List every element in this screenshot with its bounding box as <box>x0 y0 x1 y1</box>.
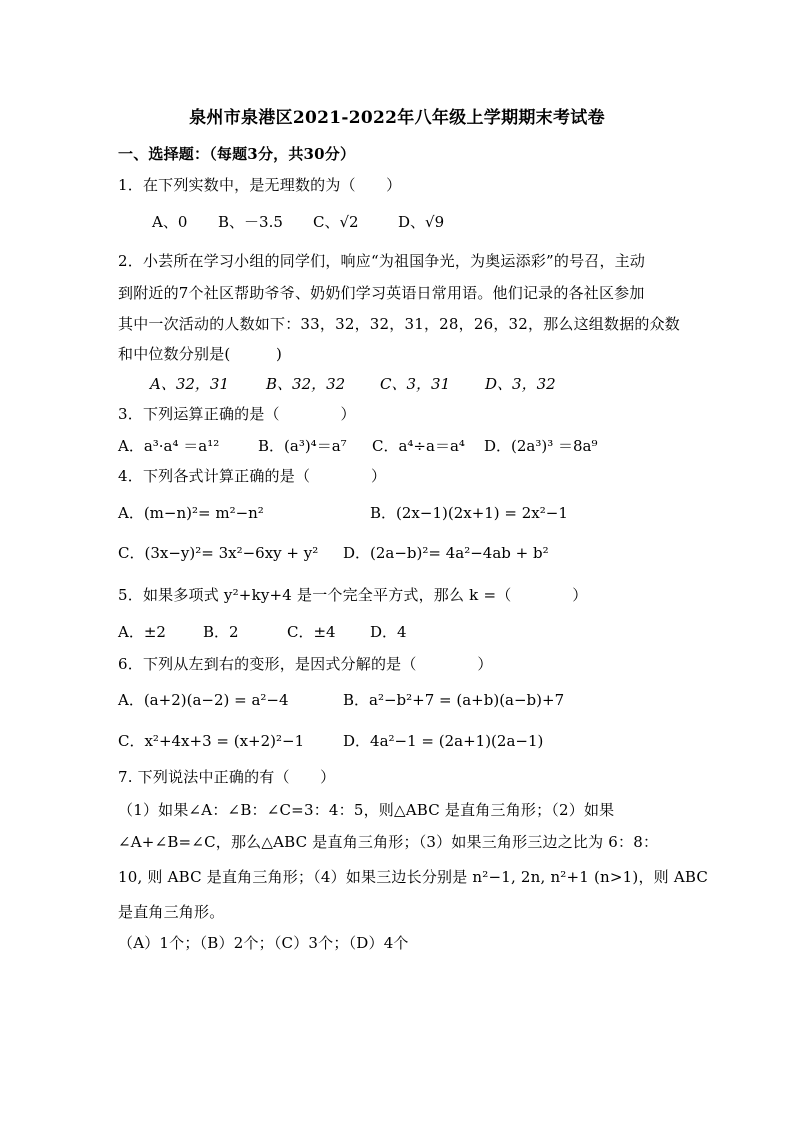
q6-option-d: D．4a²−1 = (2a+1)(2a−1) <box>343 732 544 750</box>
q5-option-c: C．±4 <box>287 623 336 641</box>
question-5-stem: 5．如果多项式 y²+ky+4 是一个完全平方式，那么 k =（ ） <box>118 586 588 604</box>
q4-option-a: A．(m−n)²= m²−n² <box>118 504 264 522</box>
question-7-line-4: 是直角三角形。 <box>118 903 225 921</box>
section-heading-choice: 一、选择题：（每题3分，共30分） <box>118 145 356 163</box>
q2-option-b: B、32，32 <box>266 375 346 393</box>
question-1-stem: 1．在下列实数中，是无理数的为（ ） <box>118 176 402 194</box>
q2-option-d: D、3，32 <box>485 375 556 393</box>
q3-option-a: A．a³·a⁴ ＝a¹² <box>118 437 220 455</box>
q3-option-d: D．(2a³)³ ＝8a⁹ <box>484 437 598 455</box>
question-7-stem: 7. 下列说法中正确的有（ ） <box>118 768 336 786</box>
question-7-line-1: （1）如果∠A：∠B：∠C=3：4：5，则△ABC 是直角三角形；（2）如果 <box>118 801 615 819</box>
q6-option-b: B．a²−b²+7 = (a+b)(a−b)+7 <box>343 691 565 709</box>
q5-option-a: A．±2 <box>118 623 166 641</box>
question-6-stem: 6．下列从左到右的变形，是因式分解的是（ ） <box>118 655 493 673</box>
q1-option-c: C、√2 <box>313 213 359 231</box>
question-4-stem: 4．下列各式计算正确的是（ ） <box>118 467 387 485</box>
q4-option-b: B．(2x−1)(2x+1) = 2x²−1 <box>370 504 568 522</box>
q5-option-d: D．4 <box>370 623 407 641</box>
q3-option-b: B．(a³)⁴＝a⁷ <box>258 437 347 455</box>
q2-option-c: C、3，31 <box>380 375 451 393</box>
q6-option-c: C．x²+4x+3 = (x+2)²−1 <box>118 732 305 750</box>
q3-option-c: C．a⁴÷a＝a⁴ <box>372 437 465 455</box>
q4-option-c: C．(3x−y)²= 3x²−6xy + y² <box>118 544 319 562</box>
question-2-line-3: 其中一次活动的人数如下：33，32，32，31，28，26，32，那么这组数据的众数 <box>118 315 681 333</box>
q1-option-b: B、－3.5 <box>218 213 283 231</box>
question-7-line-2: ∠A+∠B=∠C，那么△ABC 是直角三角形；（3）如果三角形三边之比为 6：8： <box>118 833 659 851</box>
q5-option-b: B．2 <box>203 623 239 641</box>
q2-option-a: A、32，31 <box>150 375 230 393</box>
q1-option-d: D、√9 <box>398 213 445 231</box>
question-2-line-4: 和中位数分别是( ) <box>118 345 283 363</box>
q4-option-d: D．(2a−b)²= 4a²−4ab + b² <box>343 544 549 562</box>
q6-option-a: A．(a+2)(a−2) = a²−4 <box>118 691 289 709</box>
question-2-line-1: 2．小芸所在学习小组的同学们，响应“为祖国争光，为奥运添彩”的号召，主动 <box>118 252 646 270</box>
exam-title: 泉州市泉港区2021-2022年八年级上学期期末考试卷 <box>189 108 605 128</box>
question-2-line-2: 到附近的7个社区帮助爷爷、奶奶们学习英语日常用语。他们记录的各社区参加 <box>118 284 645 302</box>
question-3-stem: 3．下列运算正确的是（ ） <box>118 405 356 423</box>
question-7-line-3: 10, 则 ABC 是直角三角形；（4）如果三边长分别是 n²−1, 2n, n²+1 (n>1)，则 ABC <box>118 868 709 886</box>
question-7-options: （A）1个；（B）2个；（C）3个；（D）4个 <box>118 934 409 952</box>
q1-option-a: A、0 <box>152 213 188 231</box>
